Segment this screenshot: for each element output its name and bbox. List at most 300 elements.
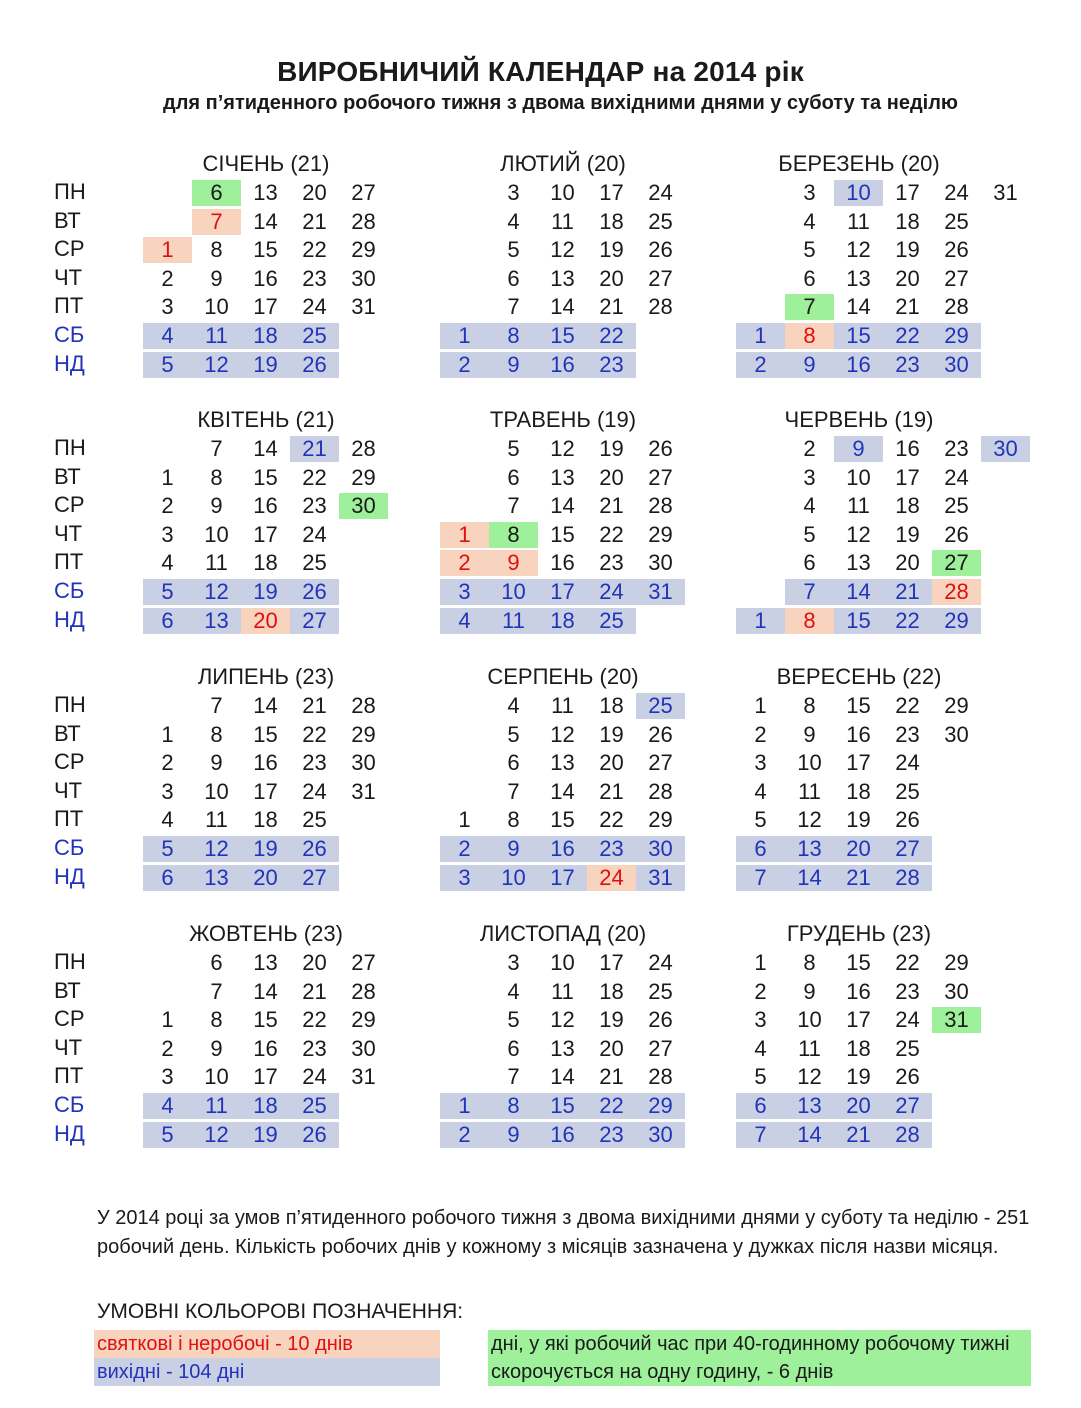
day-cell: 29 — [944, 950, 969, 975]
day-cell: 7 — [785, 579, 834, 605]
day-cell: 6 — [143, 608, 192, 634]
day-name: НД — [54, 1120, 85, 1146]
month-title: ВЕРЕСЕНЬ (22) — [776, 664, 942, 689]
day-cell: 29 — [351, 1007, 376, 1033]
day-cell: 8 — [489, 323, 538, 349]
day-name: ЧТ — [54, 264, 83, 290]
day-name: ПТ — [54, 1063, 84, 1089]
day-cell: 12 — [550, 436, 575, 461]
day-cell: 14 — [785, 865, 834, 891]
day-cell: 1 — [161, 1007, 174, 1033]
day-cell: 14 — [550, 1064, 575, 1090]
day-cell: 5 — [143, 1122, 192, 1148]
day-cell: 2 — [754, 978, 767, 1004]
day-cell: 1 — [736, 608, 785, 634]
day-name: ПН — [54, 949, 86, 974]
day-cell: 11 — [205, 807, 228, 833]
day-cell: 7 — [785, 294, 834, 320]
day-cell: 19 — [846, 807, 871, 833]
day-cell: 6 — [210, 950, 223, 975]
day-cell: 18 — [253, 550, 278, 576]
day-cell: 15 — [253, 721, 278, 747]
day-name: ПН — [54, 692, 86, 717]
day-cell: 16 — [538, 1122, 587, 1148]
day-cell: 27 — [648, 464, 673, 490]
day-cell: 14 — [550, 493, 575, 519]
day-name: НД — [54, 350, 85, 376]
day-cell: 28 — [932, 579, 981, 605]
day-cell: 23 — [587, 1122, 636, 1148]
day-cell: 3 — [161, 1064, 174, 1090]
day-cell: 20 — [599, 265, 624, 291]
day-cell: 20 — [834, 1093, 883, 1119]
day-cell: 8 — [785, 608, 834, 634]
day-cell: 19 — [241, 579, 290, 605]
day-cell: 3 — [161, 521, 174, 547]
day-cell: 17 — [253, 778, 278, 804]
day-cell: 17 — [253, 1064, 278, 1090]
day-cell: 8 — [803, 950, 816, 975]
day-cell: 25 — [302, 550, 327, 576]
day-cell: 9 — [210, 493, 223, 519]
footnote: У 2014 році за умов п’ятиденного робочого тижня з двома вихідними днями у суботу та неділю - 251 робочий день. Кількість робочих днів у кожному з місяців зазначена у дужках після назви місяця. — [97, 1207, 1030, 1258]
day-cell: 15 — [846, 693, 871, 718]
day-cell: 7 — [507, 1064, 520, 1090]
day-cell: 22 — [302, 464, 327, 490]
day-cell: 17 — [538, 865, 587, 891]
day-cell: 4 — [143, 1093, 192, 1119]
day-cell: 27 — [883, 836, 932, 862]
day-cell: 28 — [648, 778, 673, 804]
day-cell: 16 — [538, 352, 587, 378]
day-cell: 24 — [895, 1007, 920, 1033]
day-cell: 8 — [210, 1007, 223, 1033]
day-cell: 29 — [944, 693, 969, 718]
day-cell: 14 — [253, 693, 278, 718]
month-title: СІЧЕНЬ (21) — [202, 151, 330, 176]
day-cell: 20 — [599, 464, 624, 490]
day-cell: 4 — [754, 1035, 767, 1061]
day-cell: 10 — [489, 579, 538, 605]
day-cell: 24 — [944, 464, 969, 490]
day-cell: 20 — [895, 265, 920, 291]
day-cell: 5 — [507, 436, 520, 461]
calendar-title: ВИРОБНИЧИЙ КАЛЕНДАР на 2014 рік — [277, 56, 804, 87]
day-cell: 31 — [351, 294, 376, 320]
day-cell: 17 — [253, 521, 278, 547]
day-cell: 25 — [944, 493, 969, 519]
day-cell: 13 — [846, 550, 871, 576]
day-cell: 30 — [339, 493, 388, 519]
day-cell: 22 — [895, 950, 920, 975]
day-cell: 1 — [736, 323, 785, 349]
day-cell: 29 — [636, 1093, 685, 1119]
day-cell: 7 — [507, 493, 520, 519]
day-cell: 22 — [883, 323, 932, 349]
day-cell: 16 — [846, 978, 871, 1004]
day-cell: 11 — [847, 208, 870, 234]
day-cell: 9 — [785, 352, 834, 378]
day-cell: 4 — [507, 693, 520, 718]
day-cell: 1 — [754, 693, 767, 718]
day-cell: 9 — [803, 721, 816, 747]
day-cell: 12 — [192, 836, 241, 862]
day-cell: 27 — [883, 1093, 932, 1119]
day-cell: 20 — [241, 865, 290, 891]
day-cell: 13 — [192, 608, 241, 634]
day-cell: 24 — [587, 865, 636, 891]
day-cell: 7 — [192, 209, 241, 235]
day-cell: 2 — [161, 265, 174, 291]
day-cell: 16 — [550, 550, 575, 576]
day-cell: 6 — [803, 550, 816, 576]
day-cell: 1 — [440, 1093, 489, 1119]
day-cell: 26 — [944, 521, 969, 547]
day-name: ВТ — [54, 720, 81, 746]
day-cell: 28 — [944, 294, 969, 320]
day-cell: 28 — [648, 493, 673, 519]
day-cell: 5 — [507, 1007, 520, 1033]
day-cell: 25 — [302, 807, 327, 833]
day-cell: 8 — [785, 323, 834, 349]
day-cell: 23 — [302, 265, 327, 291]
day-cell: 2 — [440, 352, 489, 378]
day-cell: 8 — [210, 237, 223, 263]
day-name: ПТ — [54, 549, 84, 575]
day-cell: 21 — [302, 693, 327, 718]
day-cell: 18 — [253, 807, 278, 833]
month-title: ТРАВЕНЬ (19) — [489, 407, 637, 432]
day-cell: 10 — [204, 521, 229, 547]
day-cell: 8 — [489, 1093, 538, 1119]
day-cell: 4 — [507, 978, 520, 1004]
day-cell: 5 — [507, 237, 520, 263]
day-cell: 25 — [944, 208, 969, 234]
day-cell: 30 — [351, 1035, 376, 1061]
legend-short: дні, у які робочий час при 40-годинному робочому тижні скорочується на одну годину, - 6 днів — [488, 1330, 1031, 1386]
day-cell: 30 — [944, 721, 969, 747]
day-cell: 1 — [440, 522, 489, 548]
day-cell: 7 — [210, 436, 223, 461]
day-cell: 17 — [253, 294, 278, 320]
day-cell: 31 — [932, 1007, 981, 1033]
day-cell: 25 — [636, 693, 685, 719]
day-cell: 15 — [253, 464, 278, 490]
day-cell: 2 — [161, 493, 174, 519]
day-cell: 9 — [803, 978, 816, 1004]
day-cell: 10 — [550, 950, 575, 975]
month-title: ГРУДЕНЬ (23) — [786, 921, 932, 946]
day-name: ПН — [54, 435, 86, 460]
day-cell: 19 — [895, 237, 920, 263]
day-cell: 24 — [648, 180, 673, 205]
month-title: ЧЕРВЕНЬ (19) — [784, 407, 934, 432]
day-cell: 23 — [302, 1035, 327, 1061]
day-cell: 12 — [550, 1007, 575, 1033]
day-cell: 20 — [302, 950, 327, 975]
day-cell: 24 — [302, 294, 327, 320]
day-cell: 20 — [834, 836, 883, 862]
day-cell: 21 — [302, 978, 327, 1004]
month-title: ЛЮТИЙ (20) — [500, 151, 626, 176]
day-cell: 12 — [797, 807, 822, 833]
day-name: СР — [54, 236, 85, 262]
day-cell: 9 — [210, 265, 223, 291]
day-cell: 14 — [253, 208, 278, 234]
day-name: ЧТ — [54, 520, 83, 546]
day-cell: 9 — [489, 836, 538, 862]
day-cell: 10 — [797, 1007, 822, 1033]
day-cell: 7 — [507, 778, 520, 804]
day-cell: 25 — [648, 208, 673, 234]
day-cell: 18 — [599, 978, 624, 1004]
day-cell: 3 — [440, 579, 489, 605]
day-cell: 28 — [351, 978, 376, 1004]
day-cell: 17 — [895, 180, 920, 205]
day-cell: 9 — [210, 1035, 223, 1061]
day-cell: 22 — [895, 693, 920, 718]
day-cell: 27 — [648, 265, 673, 291]
day-cell: 4 — [161, 550, 174, 576]
day-cell: 23 — [599, 550, 624, 576]
day-cell: 10 — [204, 294, 229, 320]
day-cell: 16 — [253, 493, 278, 519]
day-cell: 3 — [440, 865, 489, 891]
day-cell: 8 — [489, 522, 538, 548]
day-name: СР — [54, 492, 85, 518]
day-cell: 25 — [895, 778, 920, 804]
day-cell: 26 — [290, 1122, 339, 1148]
day-cell: 9 — [210, 750, 223, 776]
day-cell: 3 — [161, 294, 174, 320]
day-cell: 24 — [302, 778, 327, 804]
day-cell: 23 — [883, 352, 932, 378]
day-cell: 7 — [736, 865, 785, 891]
day-cell: 6 — [507, 750, 520, 776]
day-cell: 26 — [290, 836, 339, 862]
day-cell: 14 — [550, 778, 575, 804]
day-cell: 30 — [636, 836, 685, 862]
day-cell: 26 — [895, 807, 920, 833]
day-cell: 10 — [489, 865, 538, 891]
day-cell: 15 — [550, 521, 575, 547]
day-cell: 26 — [648, 721, 673, 747]
day-cell: 28 — [883, 1122, 932, 1148]
day-cell: 22 — [302, 721, 327, 747]
day-cell: 27 — [290, 608, 339, 634]
day-cell: 13 — [550, 750, 575, 776]
day-cell: 6 — [507, 265, 520, 291]
day-cell: 11 — [551, 693, 574, 718]
day-cell: 13 — [785, 836, 834, 862]
day-cell: 30 — [932, 352, 981, 378]
day-cell: 11 — [551, 978, 574, 1004]
day-cell: 27 — [932, 550, 981, 576]
day-cell: 28 — [351, 208, 376, 234]
day-cell: 23 — [895, 721, 920, 747]
day-cell: 24 — [648, 950, 673, 975]
day-cell: 16 — [846, 721, 871, 747]
day-cell: 1 — [161, 464, 174, 490]
day-cell: 11 — [798, 1035, 821, 1061]
day-cell: 1 — [440, 323, 489, 349]
day-cell: 1 — [754, 950, 767, 975]
day-cell: 12 — [797, 1064, 822, 1090]
day-cell: 17 — [846, 1007, 871, 1033]
day-cell: 6 — [803, 265, 816, 291]
day-cell: 26 — [648, 436, 673, 461]
day-cell: 28 — [883, 865, 932, 891]
day-cell: 31 — [351, 1064, 376, 1090]
day-cell: 19 — [895, 521, 920, 547]
day-cell: 19 — [599, 237, 624, 263]
day-cell: 21 — [290, 436, 339, 462]
day-cell: 1 — [143, 237, 192, 263]
day-cell: 13 — [550, 265, 575, 291]
day-cell: 11 — [192, 323, 241, 349]
day-cell: 9 — [834, 436, 883, 462]
day-cell: 3 — [754, 750, 767, 776]
day-cell: 14 — [785, 1122, 834, 1148]
day-cell: 24 — [944, 180, 969, 205]
day-cell: 19 — [599, 436, 624, 461]
day-cell: 6 — [736, 1093, 785, 1119]
day-cell: 22 — [587, 323, 636, 349]
day-name: СР — [54, 749, 85, 775]
day-cell: 15 — [846, 950, 871, 975]
day-cell: 14 — [834, 579, 883, 605]
day-cell: 21 — [599, 294, 624, 320]
day-cell: 28 — [648, 294, 673, 320]
day-cell: 29 — [648, 521, 673, 547]
day-cell: 13 — [550, 1035, 575, 1061]
day-cell: 23 — [302, 493, 327, 519]
day-cell: 19 — [599, 1007, 624, 1033]
day-cell: 2 — [736, 352, 785, 378]
day-cell: 18 — [599, 208, 624, 234]
day-cell: 21 — [834, 865, 883, 891]
day-cell: 14 — [550, 294, 575, 320]
day-cell: 7 — [507, 294, 520, 320]
day-cell: 17 — [599, 950, 624, 975]
legend-holiday: святкові і неробочі - 10 днів — [94, 1330, 440, 1358]
day-cell: 25 — [587, 608, 636, 634]
day-name: СБ — [54, 1092, 85, 1117]
day-cell: 1 — [161, 721, 174, 747]
day-cell: 29 — [648, 807, 673, 833]
day-cell: 6 — [507, 1035, 520, 1061]
month-title: СЕРПЕНЬ (20) — [487, 664, 639, 689]
day-name: НД — [54, 606, 85, 632]
day-cell: 11 — [551, 208, 574, 234]
day-cell: 10 — [204, 1064, 229, 1090]
day-cell: 29 — [932, 608, 981, 634]
day-cell: 16 — [253, 1035, 278, 1061]
day-cell: 31 — [351, 778, 376, 804]
day-cell: 28 — [351, 436, 376, 461]
day-cell: 31 — [636, 865, 685, 891]
day-cell: 23 — [587, 352, 636, 378]
day-cell: 19 — [241, 836, 290, 862]
day-cell: 2 — [440, 550, 489, 576]
day-cell: 19 — [846, 1064, 871, 1090]
day-cell: 25 — [895, 1035, 920, 1061]
day-cell: 21 — [302, 208, 327, 234]
day-cell: 20 — [599, 750, 624, 776]
day-cell: 21 — [599, 778, 624, 804]
day-cell: 1 — [458, 807, 471, 833]
day-cell: 8 — [210, 464, 223, 490]
day-cell: 27 — [648, 1035, 673, 1061]
day-cell: 4 — [161, 807, 174, 833]
day-cell: 7 — [210, 978, 223, 1004]
day-cell: 29 — [351, 237, 376, 263]
day-cell: 11 — [205, 550, 228, 576]
day-cell: 27 — [351, 950, 376, 975]
day-cell: 24 — [302, 521, 327, 547]
month-title: ЛИПЕНЬ (23) — [197, 664, 335, 689]
day-cell: 13 — [192, 865, 241, 891]
day-cell: 22 — [587, 1093, 636, 1119]
day-name: ПТ — [54, 293, 84, 319]
day-cell: 22 — [599, 521, 624, 547]
day-cell: 10 — [204, 778, 229, 804]
legend-weekend: вихідні - 104 дні — [94, 1358, 440, 1386]
day-cell: 4 — [803, 208, 816, 234]
day-cell: 12 — [846, 237, 871, 263]
calendar-subtitle: для п’ятиденного робочого тижня з двома вихідними днями у суботу та неділю — [163, 92, 958, 114]
day-cell: 27 — [290, 865, 339, 891]
day-cell: 17 — [538, 579, 587, 605]
day-name: ПТ — [54, 806, 84, 832]
day-cell: 12 — [846, 521, 871, 547]
day-name: ВТ — [54, 207, 81, 233]
month-title: БЕРЕЗЕНЬ (20) — [778, 151, 940, 176]
day-cell: 13 — [253, 950, 278, 975]
day-cell: 23 — [587, 836, 636, 862]
day-cell: 7 — [210, 693, 223, 718]
day-cell: 25 — [290, 323, 339, 349]
day-cell: 28 — [648, 1064, 673, 1090]
day-cell: 22 — [599, 807, 624, 833]
day-cell: 25 — [290, 1093, 339, 1119]
day-cell: 5 — [143, 836, 192, 862]
day-cell: 22 — [883, 608, 932, 634]
day-cell: 9 — [489, 352, 538, 378]
day-cell: 24 — [302, 1064, 327, 1090]
day-cell: 30 — [648, 550, 673, 576]
day-cell: 3 — [507, 950, 520, 975]
day-cell: 20 — [241, 608, 290, 634]
day-cell: 19 — [241, 352, 290, 378]
day-cell: 11 — [489, 608, 538, 634]
day-cell: 15 — [834, 608, 883, 634]
day-cell: 12 — [192, 579, 241, 605]
day-cell: 12 — [192, 1122, 241, 1148]
day-cell: 6 — [192, 180, 241, 206]
day-cell: 16 — [895, 436, 920, 461]
legend-heading: УМОВНІ КОЛЬОРОВІ ПОЗНАЧЕННЯ: — [97, 1300, 464, 1323]
day-cell: 12 — [192, 352, 241, 378]
day-cell: 16 — [253, 265, 278, 291]
month-title: КВІТЕНЬ (21) — [197, 407, 335, 432]
day-cell: 26 — [648, 1007, 673, 1033]
day-cell: 4 — [440, 608, 489, 634]
day-cell: 19 — [599, 721, 624, 747]
day-cell: 18 — [846, 1035, 871, 1061]
day-cell: 23 — [302, 750, 327, 776]
day-name: СБ — [54, 835, 85, 860]
